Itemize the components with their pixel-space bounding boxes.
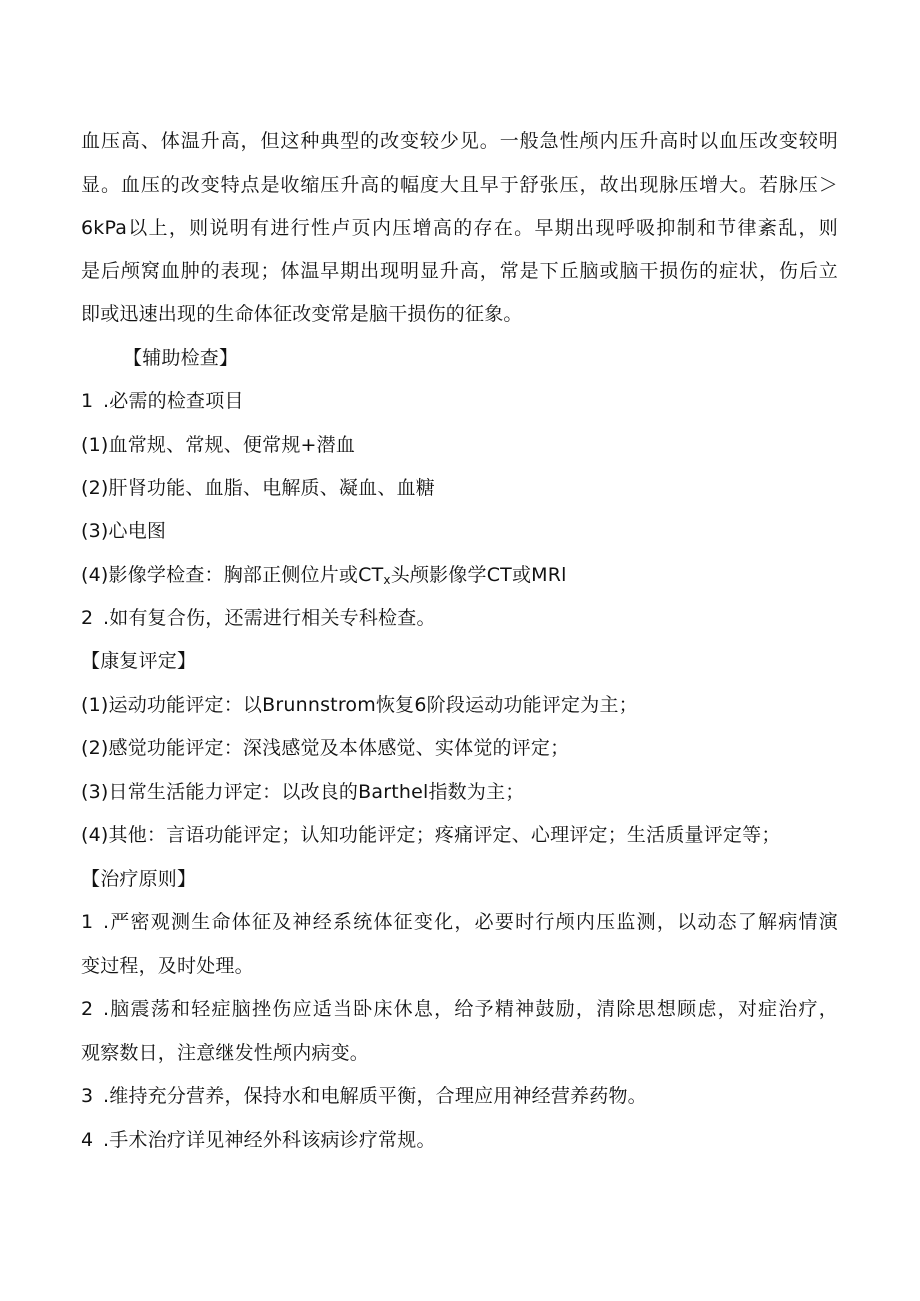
rehab-sub-4: (4)其他：言语功能评定；认知功能评定；疼痛评定、心理评定；生活质量评定等；: [81, 824, 781, 846]
intro-line-2: 显。血压的改变特点是收缩压升高的幅度大且早于舒张压，故出现脉压增大。若脉压＞: [81, 174, 838, 196]
rehab-sub-3: (3)日常生活能力评定：以改良的Barthel指数为主；: [81, 781, 525, 803]
treatment-item-3: [81, 1083, 647, 1109]
aux-sub-4-pre: (4)影像学检查：胸部正侧位片或CT: [81, 564, 384, 586]
aux-sub-4: [81, 562, 567, 593]
treatment-heading: 【治疗原则】: [81, 868, 197, 890]
treatment-item-2-text: .脑震荡和轻症脑挫伤应适当卧床休息，给予精神鼓励，清除思想顾虑，对症治疗，: [103, 998, 838, 1020]
intro-line-1: 血压高、体温升高，但这种典型的改变较少见。一般急性颅内压升高时以血压改变较明: [81, 130, 838, 152]
treatment-item-2-number: 2: [81, 998, 94, 1020]
treatment-item-3-number: 3: [81, 1085, 94, 1107]
treatment-item-2-line-2: 观察数日，注意继发性颅内病变。: [81, 1042, 370, 1064]
treatment-item-4-text: .手术治疗详见神经外科该病诊疗常规。: [103, 1129, 436, 1151]
treatment-item-1-line-2: 变过程，及时处理。: [81, 955, 254, 977]
treatment-item-1-text: .严密观测生命体征及神经系统体征变化，必要时行颅内压监测，以动态了解病情演: [103, 911, 838, 933]
aux-sub-2: (2)肝肾功能、血脂、电解质、凝血、血糖: [81, 477, 435, 499]
aux-sub-4-post: 头颅影像学CT或MRl: [390, 564, 567, 586]
treatment-item-1-line-1: [81, 909, 838, 935]
aux-sub-4-subscript: x: [383, 573, 391, 587]
treatment-item-2-line-1: [81, 996, 838, 1022]
intro-line-4: 是后颅窝血肿的表现；体温早期出现明显升高，常是下丘脑或脑干损伤的症状，伤后立: [81, 260, 838, 282]
aux-item-1-number: 1: [81, 390, 94, 412]
aux-heading: 【辅助检查】: [123, 347, 239, 369]
aux-item-2-text: .如有复合伤，还需进行相关专科检查。: [103, 607, 436, 629]
rehab-sub-1: (1)运动功能评定：以Brunnstrom恢复6阶段运动功能评定为主；: [81, 694, 638, 716]
intro-line-5: 即或迅速出现的生命体征改变常是脑干损伤的征象。: [81, 303, 523, 325]
aux-item-1: [81, 388, 244, 414]
aux-sub-3: (3)心电图: [81, 520, 167, 542]
treatment-item-1-number: 1: [81, 911, 94, 933]
treatment-item-4: [81, 1127, 436, 1153]
rehab-sub-2: (2)感觉功能评定：深浅感觉及本体感觉、实体觉的评定；: [81, 737, 570, 759]
aux-sub-1: (1)血常规、常规、便常规+潜血: [81, 434, 356, 456]
aux-item-2-number: 2: [81, 607, 94, 629]
treatment-item-3-text: .维持充分营养，保持水和电解质平衡，合理应用神经营养药物。: [103, 1085, 647, 1107]
aux-item-1-text: .必需的检查项目: [103, 390, 244, 412]
intro-line-3: 6kPa以上，则说明有进行性卢页内压增高的存在。早期出现呼吸抑制和节律紊乱，则: [81, 217, 838, 239]
rehab-heading: 【康复评定】: [81, 650, 197, 672]
treatment-item-4-number: 4: [81, 1129, 94, 1151]
aux-item-2: [81, 605, 436, 631]
